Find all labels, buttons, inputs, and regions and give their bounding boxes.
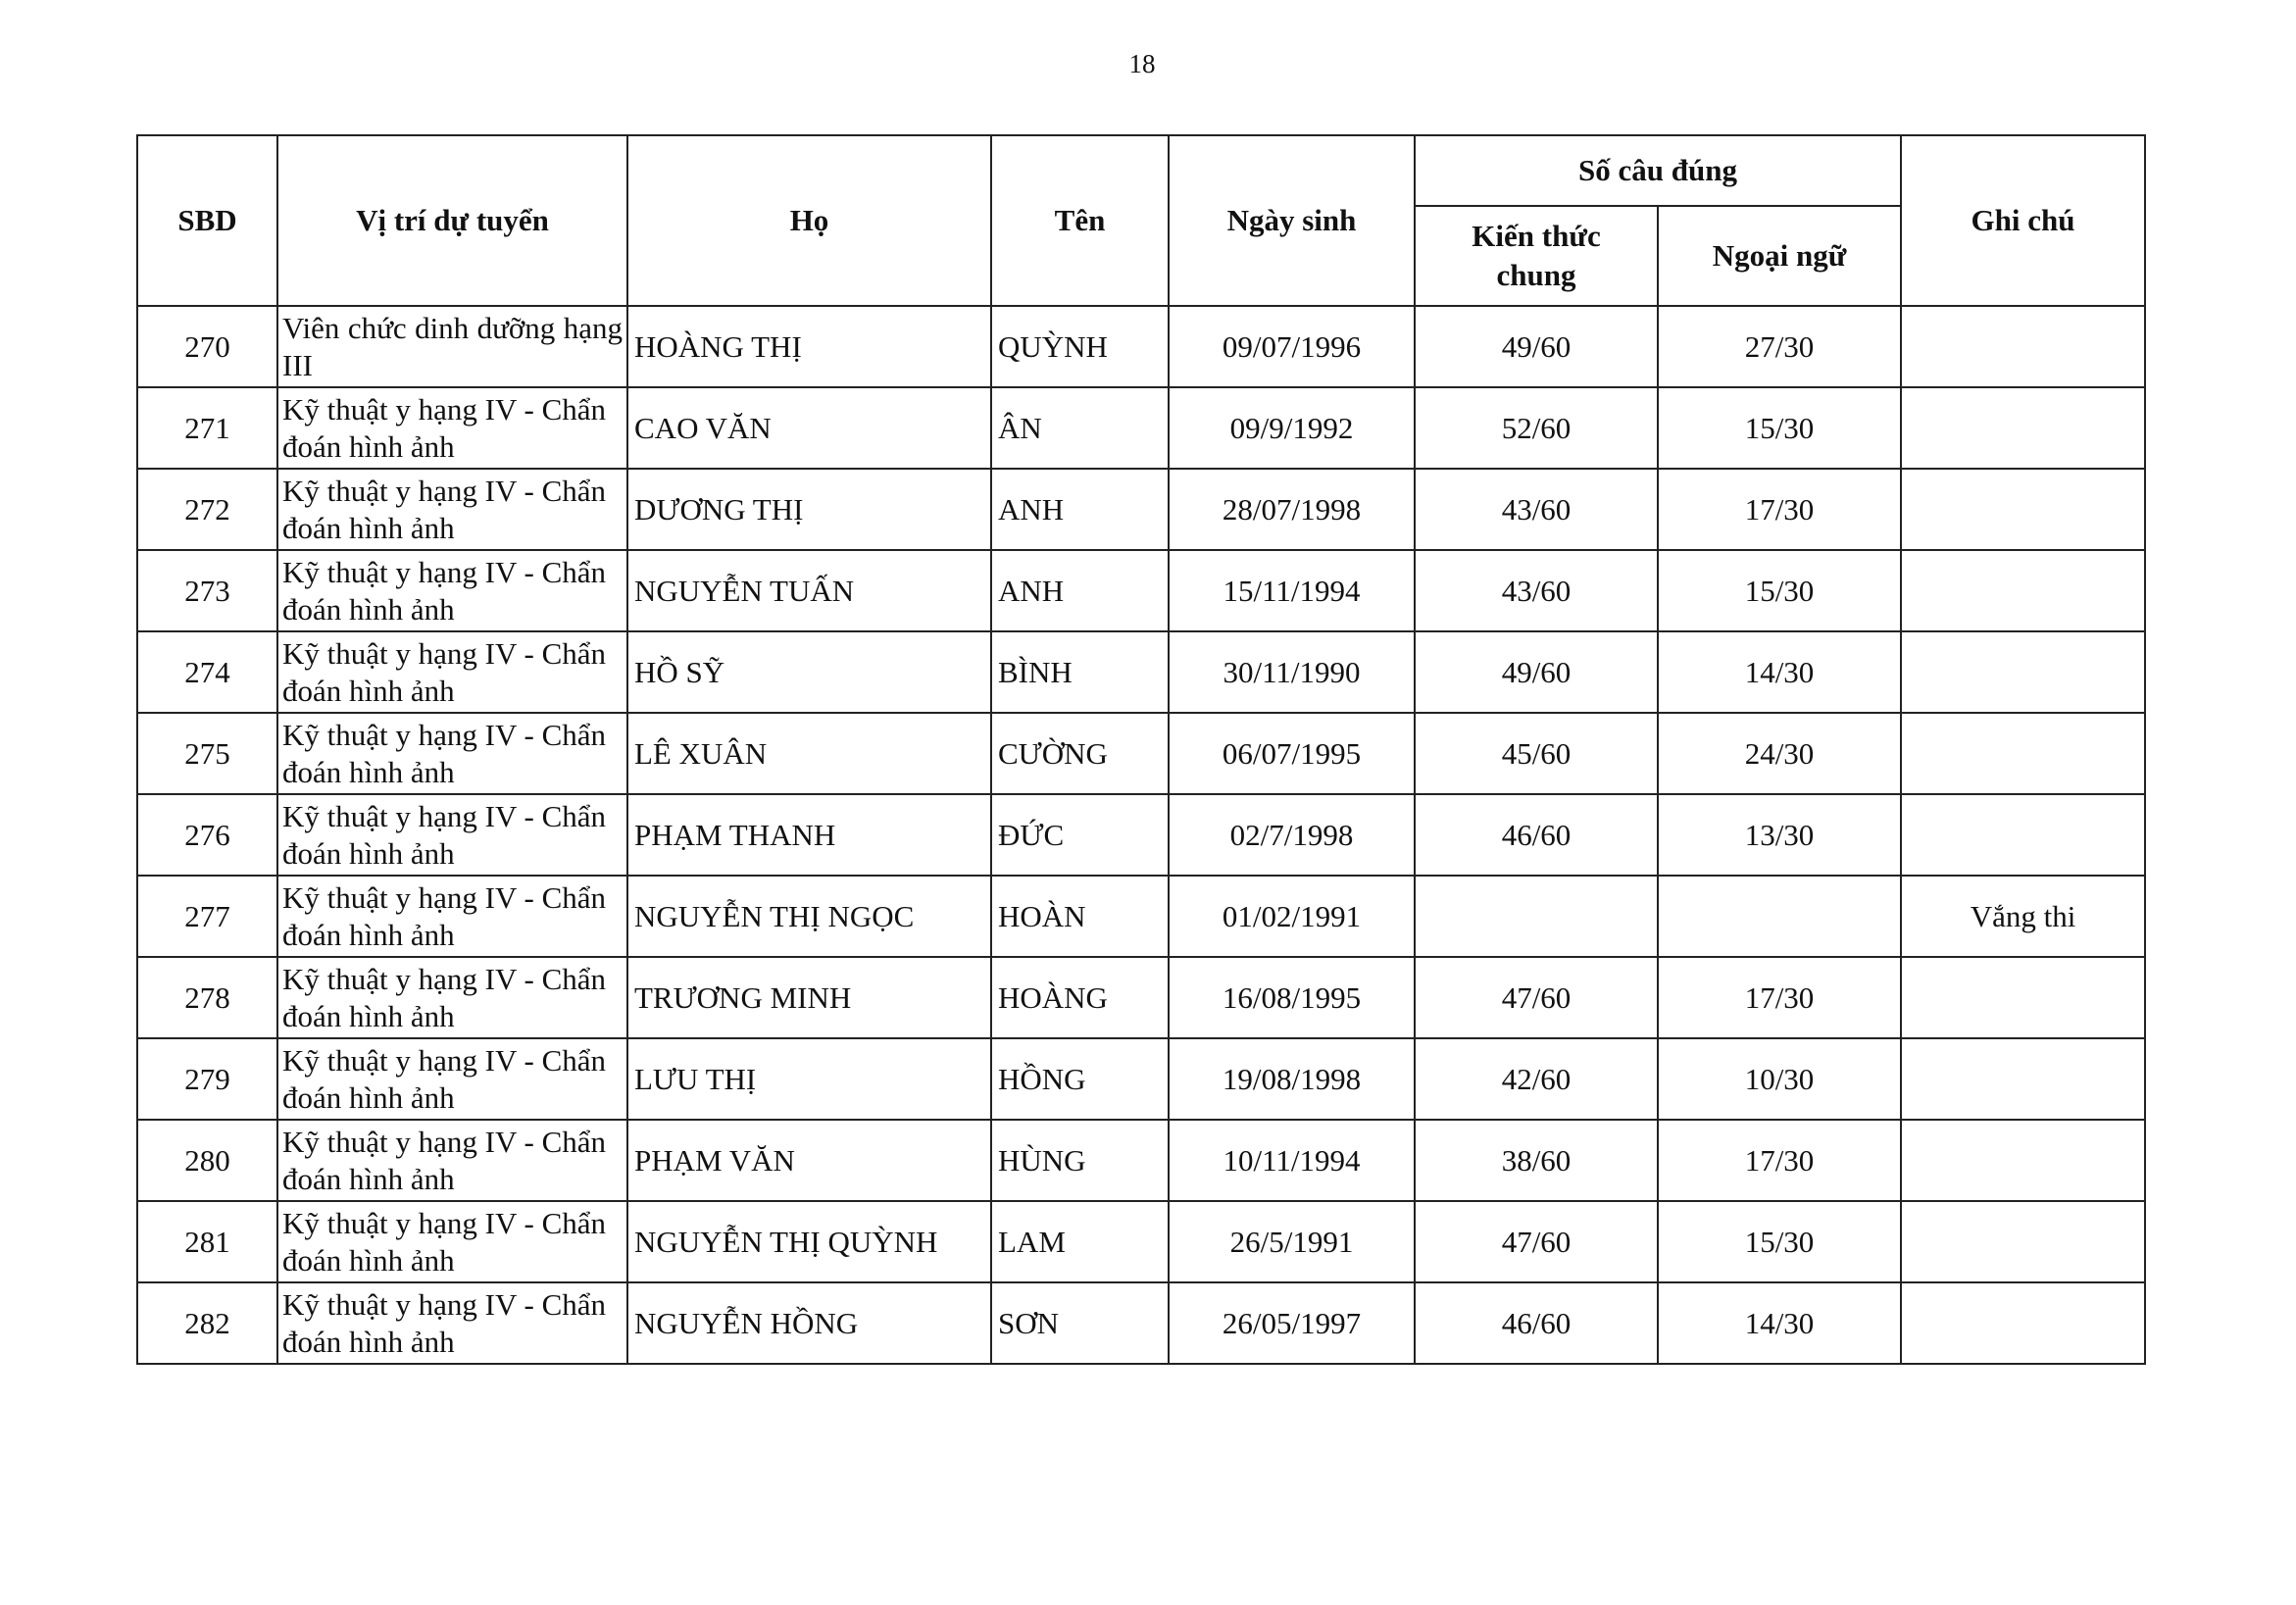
- dob-cell: 15/11/1994: [1169, 550, 1415, 631]
- table-row: [137, 387, 2145, 469]
- first-name-cell: ANH: [991, 469, 1169, 550]
- foreign-language-cell: 27/30: [1658, 306, 1901, 387]
- header-note: Ghi chú: [1901, 135, 2145, 306]
- position-cell: Kỹ thuật y hạng IV - Chẩn đoán hình ảnh: [277, 631, 627, 713]
- general-knowledge-cell: 49/60: [1415, 631, 1658, 713]
- first-name-cell: BÌNH: [991, 631, 1169, 713]
- first-name-cell: HOÀNG: [991, 957, 1169, 1038]
- position-cell: Kỹ thuật y hạng IV - Chẩn đoán hình ảnh: [277, 1282, 627, 1364]
- table-row: [137, 631, 2145, 713]
- foreign-language-cell: 14/30: [1658, 1282, 1901, 1364]
- dob-cell: 26/05/1997: [1169, 1282, 1415, 1364]
- first-name-cell: HÙNG: [991, 1120, 1169, 1201]
- note-cell: [1901, 1120, 2145, 1201]
- general-knowledge-cell: 45/60: [1415, 713, 1658, 794]
- sbd-cell: 272: [137, 469, 277, 550]
- header-foreign-language: Ngoại ngữ: [1658, 206, 1901, 306]
- dob-cell: 02/7/1998: [1169, 794, 1415, 876]
- table-row: [137, 469, 2145, 550]
- general-knowledge-cell: 38/60: [1415, 1120, 1658, 1201]
- dob-cell: 28/07/1998: [1169, 469, 1415, 550]
- general-knowledge-cell: 47/60: [1415, 1201, 1658, 1282]
- foreign-language-cell: 17/30: [1658, 957, 1901, 1038]
- last-name-cell: LƯU THỊ: [627, 1038, 991, 1120]
- note-cell: [1901, 1038, 2145, 1120]
- position-cell: Kỹ thuật y hạng IV - Chẩn đoán hình ảnh: [277, 713, 627, 794]
- dob-cell: 19/08/1998: [1169, 1038, 1415, 1120]
- position-cell: Kỹ thuật y hạng IV - Chẩn đoán hình ảnh: [277, 387, 627, 469]
- position-cell: Kỹ thuật y hạng IV - Chẩn đoán hình ảnh: [277, 876, 627, 957]
- header-position: Vị trí dự tuyển: [277, 135, 627, 306]
- position-cell: Kỹ thuật y hạng IV - Chẩn đoán hình ảnh: [277, 1201, 627, 1282]
- first-name-cell: SƠN: [991, 1282, 1169, 1364]
- note-cell: [1901, 957, 2145, 1038]
- general-knowledge-cell: 46/60: [1415, 1282, 1658, 1364]
- general-knowledge-cell: 49/60: [1415, 306, 1658, 387]
- general-knowledge-cell: 46/60: [1415, 794, 1658, 876]
- sbd-cell: 277: [137, 876, 277, 957]
- note-cell: [1901, 1201, 2145, 1282]
- header-general-knowledge: Kiến thức chung: [1415, 206, 1658, 306]
- dob-cell: 09/07/1996: [1169, 306, 1415, 387]
- last-name-cell: NGUYỄN THỊ NGỌC: [627, 876, 991, 957]
- sbd-cell: 270: [137, 306, 277, 387]
- note-cell: [1901, 469, 2145, 550]
- dob-cell: 26/5/1991: [1169, 1201, 1415, 1282]
- foreign-language-cell: 24/30: [1658, 713, 1901, 794]
- first-name-cell: LAM: [991, 1201, 1169, 1282]
- dob-cell: 09/9/1992: [1169, 387, 1415, 469]
- note-cell: [1901, 631, 2145, 713]
- note-cell: [1901, 713, 2145, 794]
- first-name-cell: HOÀN: [991, 876, 1169, 957]
- general-knowledge-cell: [1415, 876, 1658, 957]
- sbd-cell: 278: [137, 957, 277, 1038]
- dob-cell: 10/11/1994: [1169, 1120, 1415, 1201]
- first-name-cell: ANH: [991, 550, 1169, 631]
- page-number: 18: [1128, 49, 1156, 78]
- dob-cell: 30/11/1990: [1169, 631, 1415, 713]
- sbd-cell: 271: [137, 387, 277, 469]
- last-name-cell: HỒ SỸ: [627, 631, 991, 713]
- general-knowledge-cell: 42/60: [1415, 1038, 1658, 1120]
- table-row: [137, 1201, 2145, 1282]
- general-knowledge-cell: 52/60: [1415, 387, 1658, 469]
- last-name-cell: PHẠM VĂN: [627, 1120, 991, 1201]
- foreign-language-cell: [1658, 876, 1901, 957]
- dob-cell: 06/07/1995: [1169, 713, 1415, 794]
- foreign-language-cell: 15/30: [1658, 1201, 1901, 1282]
- position-cell: Kỹ thuật y hạng IV - Chẩn đoán hình ảnh: [277, 1120, 627, 1201]
- position-cell: Kỹ thuật y hạng IV - Chẩn đoán hình ảnh: [277, 1038, 627, 1120]
- header-last-name: Họ: [627, 135, 991, 306]
- foreign-language-cell: 14/30: [1658, 631, 1901, 713]
- sbd-cell: 282: [137, 1282, 277, 1364]
- header-correct-answers: Số câu đúng: [1415, 135, 1901, 206]
- first-name-cell: QUỲNH: [991, 306, 1169, 387]
- position-cell: Kỹ thuật y hạng IV - Chẩn đoán hình ảnh: [277, 794, 627, 876]
- dob-cell: 16/08/1995: [1169, 957, 1415, 1038]
- results-table: [136, 134, 2146, 1365]
- foreign-language-cell: 13/30: [1658, 794, 1901, 876]
- table-row: [137, 1282, 2145, 1364]
- sbd-cell: 281: [137, 1201, 277, 1282]
- table-row: [137, 306, 2145, 387]
- header-dob: Ngày sinh: [1169, 135, 1415, 306]
- first-name-cell: ĐỨC: [991, 794, 1169, 876]
- foreign-language-cell: 17/30: [1658, 1120, 1901, 1201]
- general-knowledge-cell: 43/60: [1415, 469, 1658, 550]
- sbd-cell: 276: [137, 794, 277, 876]
- header-first-name: Tên: [991, 135, 1169, 306]
- position-cell: Kỹ thuật y hạng IV - Chẩn đoán hình ảnh: [277, 550, 627, 631]
- first-name-cell: HỒNG: [991, 1038, 1169, 1120]
- note-cell: [1901, 1282, 2145, 1364]
- last-name-cell: HOÀNG THỊ: [627, 306, 991, 387]
- sbd-cell: 274: [137, 631, 277, 713]
- position-cell: Kỹ thuật y hạng IV - Chẩn đoán hình ảnh: [277, 957, 627, 1038]
- first-name-cell: ÂN: [991, 387, 1169, 469]
- last-name-cell: LÊ XUÂN: [627, 713, 991, 794]
- note-cell: [1901, 794, 2145, 876]
- table-row: [137, 713, 2145, 794]
- general-knowledge-cell: 47/60: [1415, 957, 1658, 1038]
- table-row: [137, 957, 2145, 1038]
- last-name-cell: DƯƠNG THỊ: [627, 469, 991, 550]
- last-name-cell: NGUYỄN HỒNG: [627, 1282, 991, 1364]
- last-name-cell: NGUYỄN TUẤN: [627, 550, 991, 631]
- foreign-language-cell: 15/30: [1658, 387, 1901, 469]
- dob-cell: 01/02/1991: [1169, 876, 1415, 957]
- sbd-cell: 280: [137, 1120, 277, 1201]
- table-row: [137, 876, 2145, 957]
- last-name-cell: PHẠM THANH: [627, 794, 991, 876]
- general-knowledge-cell: 43/60: [1415, 550, 1658, 631]
- sbd-cell: 275: [137, 713, 277, 794]
- position-cell: Kỹ thuật y hạng IV - Chẩn đoán hình ảnh: [277, 469, 627, 550]
- last-name-cell: NGUYỄN THỊ QUỲNH: [627, 1201, 991, 1282]
- foreign-language-cell: 15/30: [1658, 550, 1901, 631]
- header-sbd: SBD: [137, 135, 277, 306]
- table-row: [137, 1038, 2145, 1120]
- note-cell: [1901, 550, 2145, 631]
- foreign-language-cell: 10/30: [1658, 1038, 1901, 1120]
- foreign-language-cell: 17/30: [1658, 469, 1901, 550]
- sbd-cell: 279: [137, 1038, 277, 1120]
- table-row: [137, 794, 2145, 876]
- last-name-cell: TRƯƠNG MINH: [627, 957, 991, 1038]
- position-cell: Viên chức dinh dưỡng hạng III: [277, 306, 627, 387]
- table-row: [137, 550, 2145, 631]
- table-row: [137, 1120, 2145, 1201]
- last-name-cell: CAO VĂN: [627, 387, 991, 469]
- sbd-cell: 273: [137, 550, 277, 631]
- note-cell: [1901, 306, 2145, 387]
- note-cell: [1901, 387, 2145, 469]
- first-name-cell: CƯỜNG: [991, 713, 1169, 794]
- note-cell: Vắng thi: [1901, 876, 2145, 957]
